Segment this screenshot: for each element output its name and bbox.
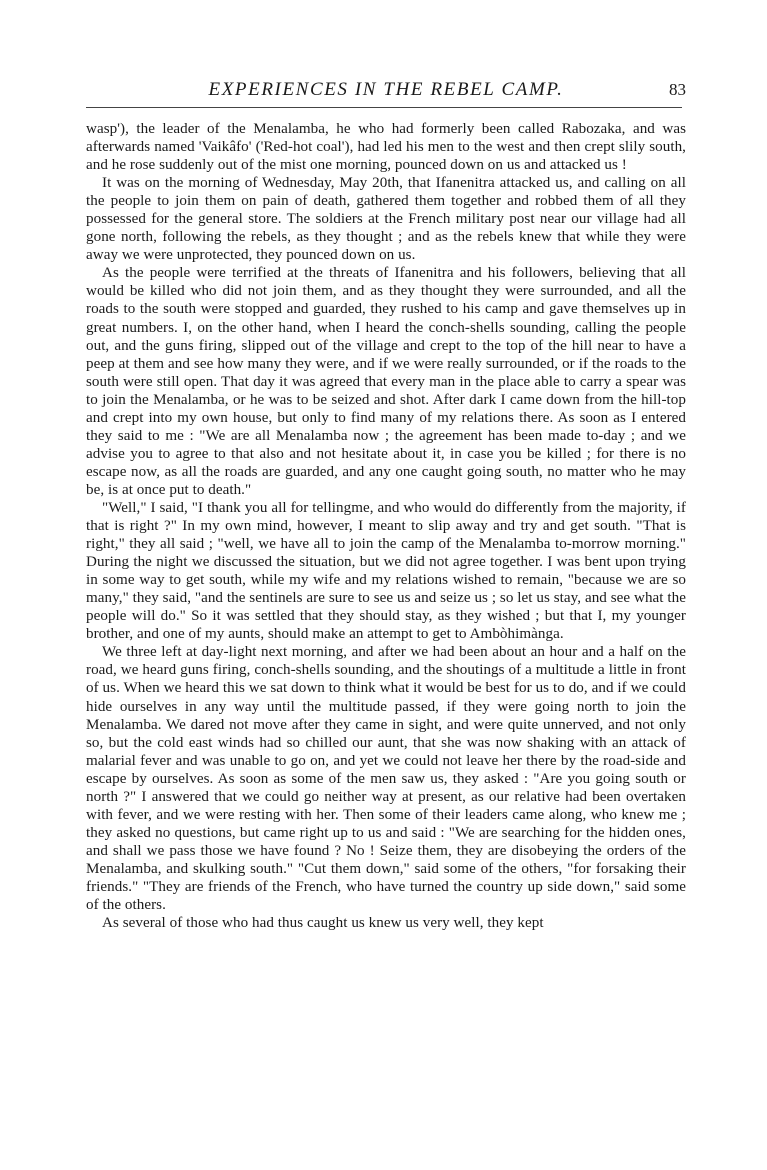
paragraph-continuation: wasp'), the leader of the Menalamba, he who had formerly been called Rabozaka, and was afterwards named 'Vaikâfo' ('Red-hot coal'), had led his men to the west and then crept slily south, and he rose suddenly out of the mist one morning, pounced down on us and attacked us ! — [86, 121, 686, 174]
running-title: EXPERIENCES IN THE REBEL CAMP. — [208, 79, 564, 100]
body-text — [86, 120, 686, 932]
paragraph: "Well," I said, "I thank you all for tellingme, and who would do differently from the majority, if that is right ?" In my own mind, however, I meant to slip away and try and get south. "That is right," they all said ; "well, we have all to join the camp of the Menalamba to-morrow morning." During the night we discussed the situation, but we did not agree together. I was bent upon trying in some way to get south, while my wife and my relations wished to remain, "because we are so many," they said, "and the sentinels are sure to see us and seize us ; so let us stay, and see what the people will do." So it was settled that they should stay, as they wished ; but that I, my younger brother, and one of my aunts, should make an attempt to get to Ambòhimànga. — [86, 499, 686, 643]
paragraph: We three left at day-light next morning, and after we had been about an hour and a half on the road, we heard guns firing, conch-shells sounding, and the shoutings of a multitude a little in front of us. When we heard this we sat down to think what it would be best for us to do, and if we could hide ourselves in any way until the multitude passed, if they were going north to join the Menalamba. We dared not move after they came in sight, and were quite unnerved, and not only so, but the cold east winds had so chilled our aunt, that she was now shaking with an attack of malarial fever and was unable to go on, and yet we could not leave her there by the road-side and escape by ourselves. As soon as some of the men saw us, they asked : "Are you going south or north ?" I answered that we could go neither way at present, as our relative had been overtaken with fever, and we were resting with her. Then some of their leaders came along, who knew me ; they asked no questions, but came right up to us and said : "We are searching for the hidden ones, and shall we pass those we have found ? No ! Seize them, they are disobeying the orders of the Menalamba, and skulking south." "Cut them down," said some of the others, "for forsaking their friends." "They are friends of the French, who have turned the country up side down," said some of the others. — [86, 644, 686, 914]
running-head — [86, 78, 686, 104]
paragraph: It was on the morning of Wednesday, May 20th, that Ifanenitra attacked us, and calling on all the people to join them on pain of death, gathered them together and robbed them of all they possessed for the general store. The soldiers at the French military post near our village had all gone north, following the rebels, as they thought ; and as the rebels knew that while they were away we were unprotected, they pounced down on us. — [86, 175, 686, 264]
paragraph: As the people were terrified at the threats of Ifanenitra and his followers, believing that all would be killed who did not join them, and as they thought they were surrounded, and all the roads to the south were stopped and guarded, they rushed to his camp and gave themselves up in great numbers. I, on the other hand, when I heard the conch-shells sounding, calling the people out, and the guns firing, slipped out of the village and crept to the top of the hill near to have a peep at them and see how many they were, and if we were really surrounded, or if the roads to the south were still open. That day it was agreed that every man in the place able to carry a spear was to join the Menalamba, or he was to be seized and shot. After dark I came down from the hill-top and crept into my own house, but only to find many of my relations there. As soon as I entered they said to me : "We are all Menalamba now ; the agreement has been made to-day ; and we advise you to agree to that also and not hesitate about it, in case you be killed ; for there is no escape now, as all the roads are guarded, and any one caught going south, no matter who he may be, is at once put to death." — [86, 265, 686, 498]
paragraph: As several of those who had thus caught us knew us very well, they kept — [102, 915, 544, 932]
header-rule — [86, 107, 682, 108]
book-page — [86, 78, 686, 932]
page-number: 83 — [669, 80, 686, 99]
